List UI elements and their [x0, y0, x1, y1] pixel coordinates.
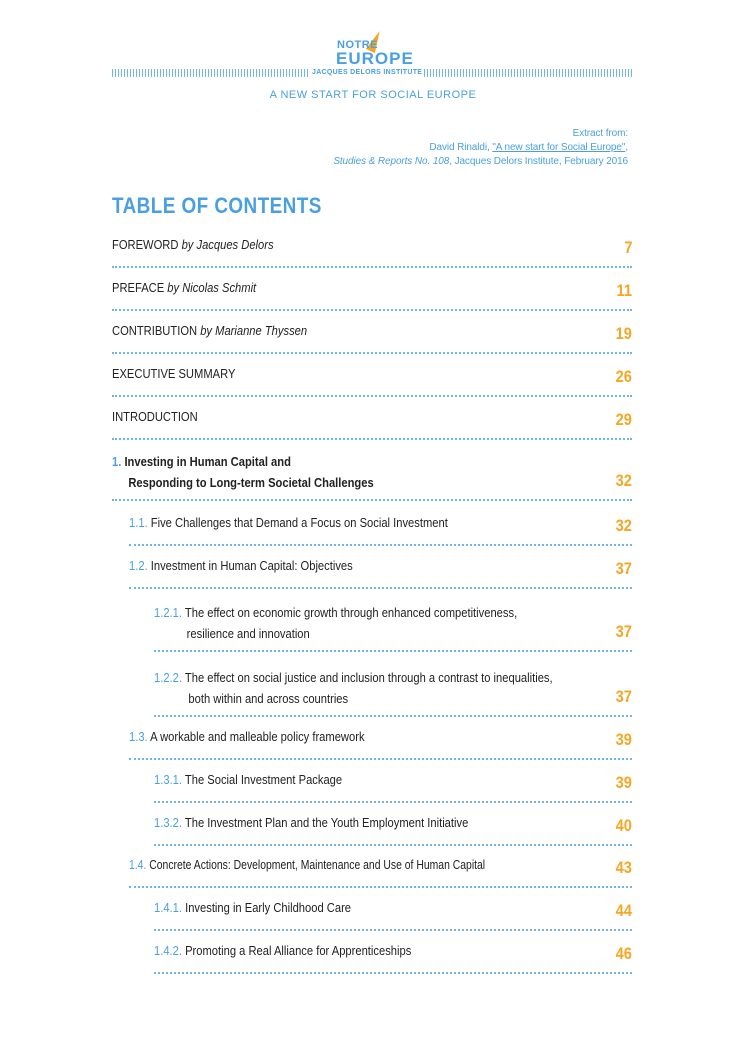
- toc-entry-1-3-2[interactable]: [154, 814, 632, 846]
- toc-entry-1-2-2[interactable]: [154, 665, 632, 717]
- logo-line2: EUROPE: [336, 49, 414, 68]
- entry-line1: Investing in Human Capital and: [124, 454, 291, 469]
- entry-label: Investing in Early Childhood Care: [185, 900, 352, 915]
- toc-entry-label: [112, 320, 307, 342]
- toc-entry-page: 19: [615, 324, 632, 343]
- header-rule-right: [424, 69, 632, 77]
- entry-author: by Nicolas Schmit: [167, 280, 257, 295]
- toc-entry-page: 43: [615, 858, 632, 877]
- toc-entry-label: [154, 602, 517, 644]
- entry-number: 1.3.1.: [154, 772, 182, 787]
- entry-line2: resilience and innovation: [186, 626, 310, 641]
- entry-number: 1.2.2.: [154, 670, 182, 685]
- toc-entry-page: 37: [615, 559, 632, 578]
- toc-entry-page: 11: [616, 281, 632, 300]
- entry-number: 1.4.2.: [154, 943, 182, 958]
- toc-entry-page: 26: [615, 367, 632, 386]
- toc-entry-page: 29: [615, 410, 632, 429]
- entry-author: by Jacques Delors: [181, 237, 274, 252]
- entry-number: 1.4.1.: [154, 900, 182, 915]
- toc-entry-1-3-1[interactable]: [154, 771, 632, 803]
- extract-line3: [333, 155, 628, 169]
- entry-label: A workable and malleable policy framework: [150, 729, 365, 744]
- entry-label: CONTRIBUTION: [112, 323, 198, 338]
- entry-number: 1.2.1.: [154, 605, 182, 620]
- toc-entry-1-4-2[interactable]: [154, 942, 632, 974]
- entry-line2: both within and across countries: [188, 691, 349, 706]
- toc-title: TABLE OF CONTENTS: [112, 193, 322, 218]
- toc-entry-page: 32: [615, 516, 632, 535]
- entry-label: Five Challenges that Demand a Focus on Social Investment: [150, 515, 448, 530]
- toc-entry-1-4-1[interactable]: [154, 899, 632, 931]
- entry-line1: The effect on economic growth through enhanced competitiveness,: [184, 605, 518, 620]
- toc-entry-label: [112, 277, 256, 299]
- toc-entry-page: 46: [615, 944, 632, 963]
- entry-number: 1.3.: [129, 729, 148, 744]
- toc-entry-label: EXECUTIVE SUMMARY: [112, 366, 236, 381]
- extract-author: David Rinaldi,: [429, 142, 493, 153]
- toc-entry-page: 37: [615, 687, 632, 706]
- toc-entry-label: [154, 812, 468, 834]
- toc-entry-page: 44: [615, 901, 632, 920]
- toc-entry-label: [129, 555, 353, 577]
- toc-entry-1-3[interactable]: [129, 728, 632, 760]
- toc-entry-1-2[interactable]: [129, 557, 632, 589]
- toc-entry-label: [154, 769, 342, 791]
- entry-label: The Social Investment Package: [184, 772, 343, 787]
- toc-entry-page: 40: [615, 816, 632, 835]
- toc-entry-1-2-1[interactable]: [154, 600, 632, 652]
- extract-publisher: , Jacques Delors Institute, February 2016: [449, 156, 628, 167]
- toc-entry-label: [129, 512, 448, 534]
- logo-line1: NOTRE: [337, 39, 378, 51]
- entry-label: FOREWORD: [112, 237, 179, 252]
- entry-number: 1.3.2.: [154, 815, 182, 830]
- toc-entry-page: 37: [615, 622, 632, 641]
- toc-entry-1-1[interactable]: [129, 514, 632, 546]
- toc-entry-label: [154, 667, 553, 709]
- header: [112, 26, 632, 86]
- entry-label: Investment in Human Capital: Objectives: [150, 558, 353, 573]
- toc-entry-foreword[interactable]: [112, 236, 632, 268]
- toc-entry-page: 32: [615, 471, 632, 490]
- toc-entry-introduction[interactable]: [112, 408, 632, 440]
- entry-number: 1.: [112, 454, 122, 469]
- logo-line3: JACQUES DELORS INSTITUTE: [312, 69, 423, 76]
- toc-entry-page: 39: [615, 730, 632, 749]
- entry-number: 1.2.: [129, 558, 148, 573]
- toc-entry-page: 7: [623, 238, 632, 257]
- toc-entry-page: 39: [615, 773, 632, 792]
- toc-entry-label: [154, 940, 411, 962]
- toc-entry-label: [112, 234, 274, 256]
- entry-label: Promoting a Real Alliance for Apprenticeships: [185, 943, 412, 958]
- extract-line1: Extract from:: [572, 128, 628, 139]
- entry-line1: The effect on social justice and inclusion through a contrast to inequalities,: [184, 670, 553, 685]
- entry-author: by Marianne Thyssen: [200, 323, 308, 338]
- toc-entry-contribution[interactable]: [112, 322, 632, 354]
- toc-entry-chapter-1[interactable]: [112, 449, 632, 501]
- toc-entry-label: [112, 451, 374, 493]
- extract-title-link[interactable]: "A new start for Social Europe": [492, 142, 626, 153]
- extract-series: Studies & Reports No. 108: [333, 156, 450, 167]
- extract-comma: ,: [625, 142, 628, 153]
- extract-note: [333, 127, 628, 169]
- entry-number: 1.1.: [129, 515, 148, 530]
- toc-entry-1-4[interactable]: [129, 856, 632, 888]
- toc-entry-label: [129, 854, 485, 876]
- entry-label: PREFACE: [112, 280, 165, 295]
- toc-entry-label: [129, 726, 365, 748]
- document-subtitle: A NEW START FOR SOCIAL EUROPE: [269, 89, 477, 101]
- entry-label: Concrete Actions: Development, Maintenance and Use of Human Capital: [149, 857, 486, 872]
- toc-entry-executive-summary[interactable]: [112, 365, 632, 397]
- entry-label: The Investment Plan and the Youth Employment Initiative: [184, 815, 469, 830]
- toc-entry-preface[interactable]: [112, 279, 632, 311]
- entry-line2: Responding to Long-term Societal Challenges: [128, 475, 374, 490]
- extract-line2: [333, 141, 628, 155]
- toc-entry-label: [154, 897, 351, 919]
- entry-number: 1.4.: [129, 857, 147, 872]
- header-rule-left: [112, 69, 310, 77]
- toc-entry-label: INTRODUCTION: [112, 409, 198, 424]
